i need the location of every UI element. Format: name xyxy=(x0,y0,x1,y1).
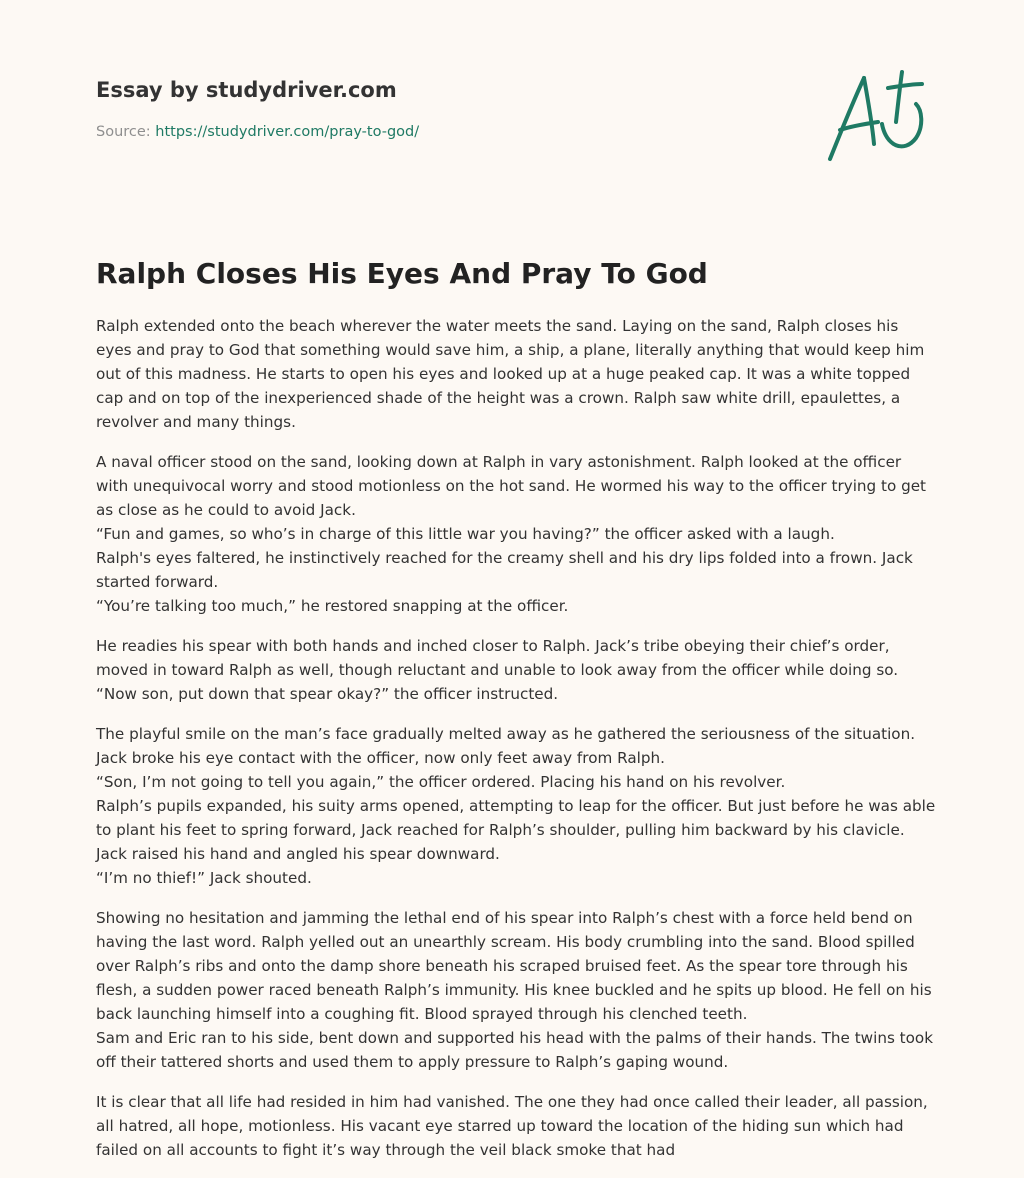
essay-line: Ralph extended onto the beach wherever the water meets the sand. Laying on the sand, Ralph closes his eyes and pray to God that something would save him, a ship, a plane, literally anything that would keep him out of this madness. He starts to open his eyes and looked up at a huge peaked cap. It was a white topped cap and on top of the inexperienced shade of the height was a crown. Ralph saw white drill, epaulettes, a revolver and many things. xyxy=(96,317,925,431)
essay-title: Ralph Closes His Eyes And Pray To God xyxy=(96,257,708,290)
essay-line: “Fun and games, so who’s in charge of this little war you having?” the officer asked with a laugh. xyxy=(96,525,835,543)
essay-paragraph xyxy=(96,906,936,1074)
essay-paragraph xyxy=(96,722,936,890)
source-link[interactable]: https://studydriver.com/pray-to-god/ xyxy=(155,124,420,140)
essay-line: “I’m no thief!” Jack shouted. xyxy=(96,869,312,887)
essay-line: “Now son, put down that spear okay?” the officer instructed. xyxy=(96,685,559,703)
essay-line: The playful smile on the man’s face gradually melted away as he gathered the seriousness of the situation. Jack broke his eye contact with the officer, now only feet away from Ralph. xyxy=(96,725,916,767)
essay-line: Ralph's eyes faltered, he instinctively reached for the creamy shell and his dry lips folded into a frown. Jack started forward. xyxy=(96,549,913,591)
essay-line: It is clear that all life had resided in him had vanished. The one they had once called their leader, all passion, all hatred, all hope, motionless. His vacant eye starred up toward the location of the hiding sun which had failed on all accounts to fight it’s way through the veil black smoke that had xyxy=(96,1093,928,1159)
essay-line: “You’re talking too much,” he restored snapping at the officer. xyxy=(96,597,569,615)
a-plus-logo-icon xyxy=(818,64,930,168)
essay-paragraph xyxy=(96,1090,936,1162)
source-line xyxy=(96,122,796,142)
essay-paragraph xyxy=(96,450,936,618)
essay-line: A naval officer stood on the sand, looking down at Ralph in vary astonishment. Ralph looked at the officer with unequivocal worry and stood motionless on the hot sand. He wormed his way to the officer trying to get as close as he could to avoid Jack. xyxy=(96,453,927,519)
site-brand: Essay by studydriver.com xyxy=(96,78,397,102)
essay-line: He readies his spear with both hands and inched closer to Ralph. Jack’s tribe obeying their chief’s order, moved in toward Ralph as well, though reluctant and unable to look away from the officer while doing so. xyxy=(96,637,899,679)
essay-line: Sam and Eric ran to his side, bent down and supported his head with the palms of their hands. The twins took off their tattered shorts and used them to apply pressure to Ralph’s gaping wound. xyxy=(96,1029,934,1071)
essay-body xyxy=(96,314,936,1178)
essay-paragraph xyxy=(96,314,936,434)
essay-paragraph xyxy=(96,634,936,706)
source-label: Source: xyxy=(96,124,151,140)
essay-header xyxy=(96,72,796,142)
essay-line: Showing no hesitation and jamming the lethal end of his spear into Ralph’s chest with a force held bend on having the last word. Ralph yelled out an unearthly scream. His body crumbling into the sand. Blood spilled over Ralph’s ribs and onto the damp shore beneath his scraped bruised feet. As the spear tore through his flesh, a sudden power raced beneath Ralph’s immunity. His knee buckled and he spits up blood. He fell on his back launching himself into a coughing fit. Blood sprayed through his clenched teeth. xyxy=(96,909,932,1023)
essay-line: “Son, I’m not going to tell you again,” the officer ordered. Placing his hand on his revolver. xyxy=(96,773,786,791)
essay-line: Ralph’s pupils expanded, his suity arms opened, attempting to leap for the officer. But just before he was able to plant his feet to spring forward, Jack reached for Ralph’s shoulder, pulling him backward by his clavicle. Jack raised his hand and angled his spear downward. xyxy=(96,797,936,863)
